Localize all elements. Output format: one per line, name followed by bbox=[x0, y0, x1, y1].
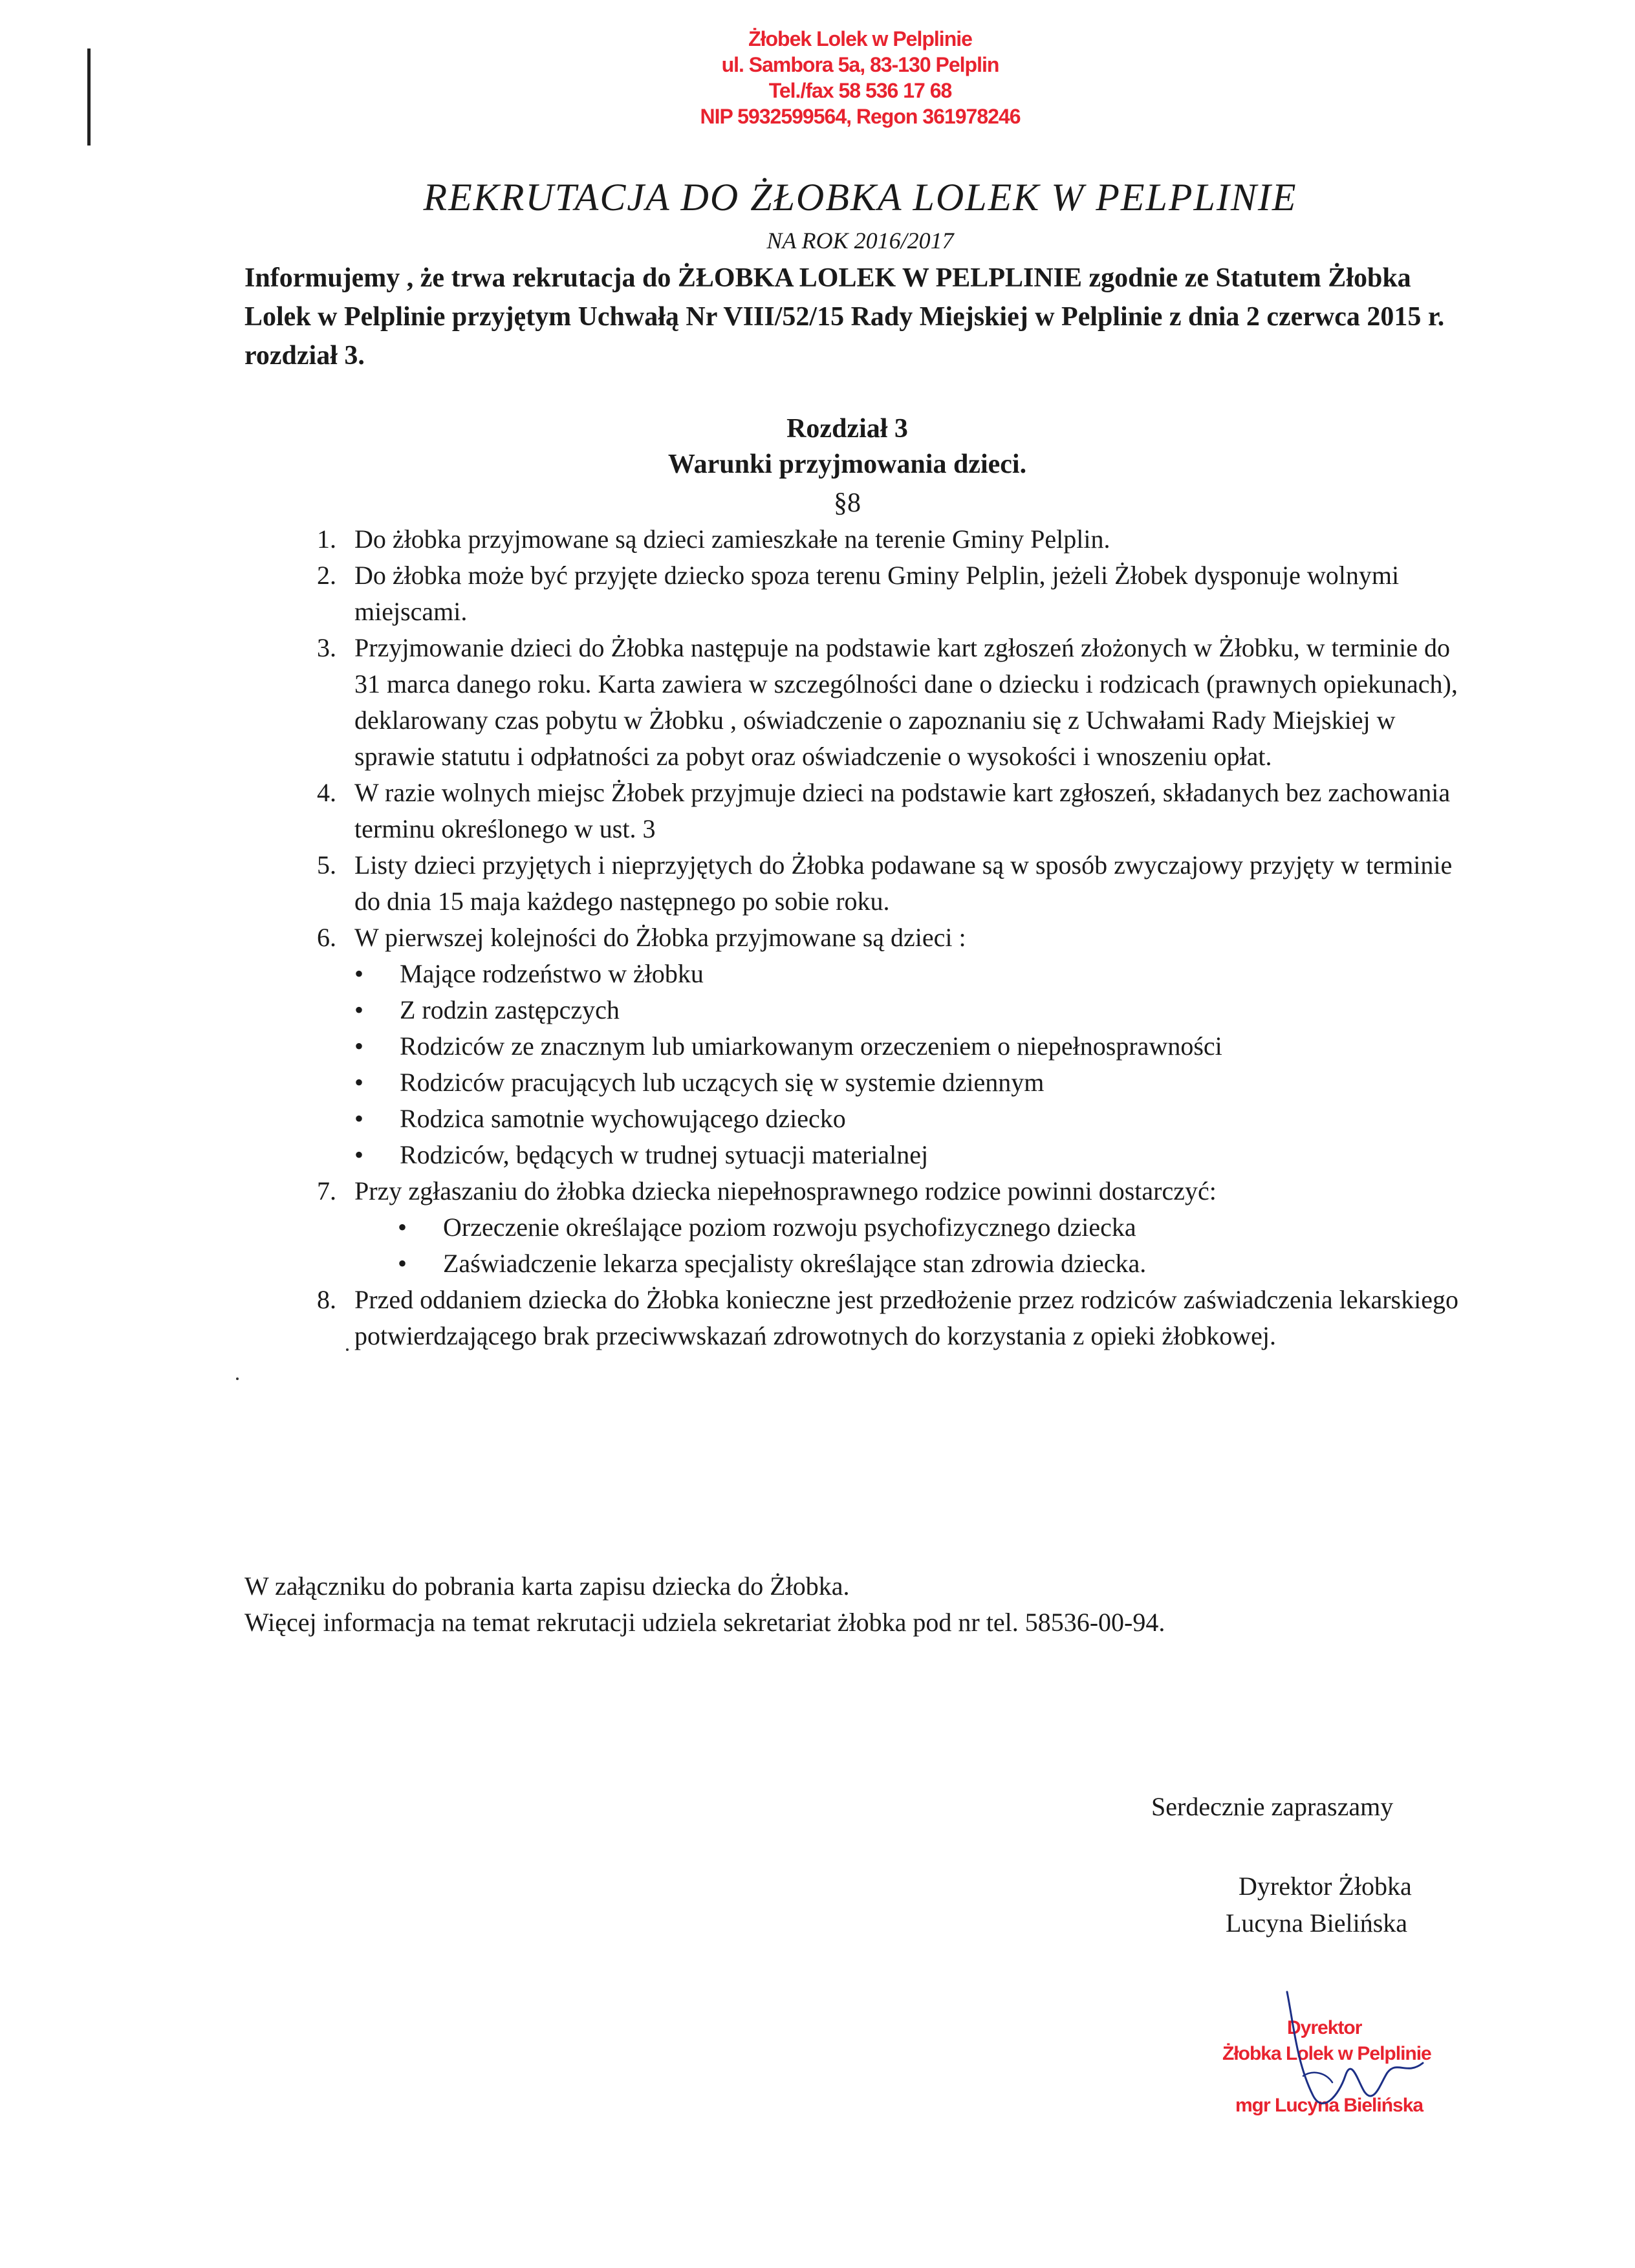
bullet-icon: • bbox=[354, 1068, 364, 1097]
bullet-text: Orzeczenie określające poziom rozwoju psychofizycznego dziecka bbox=[443, 1213, 1136, 1242]
bullet-text: Z rodzin zastępczych bbox=[400, 995, 620, 1024]
bullet-icon: • bbox=[354, 1140, 364, 1169]
list-item-text: W pierwszej kolejności do Żłobka przyjmowane są dzieci : bbox=[354, 923, 966, 952]
bullet-item bbox=[398, 1246, 1481, 1282]
list-item-text: Do żłobka może być przyjęte dziecko spoza terenu Gminy Pelplin, jeżeli Żłobek dysponuje wolnymi miejscami. bbox=[354, 561, 1400, 626]
footer-contact-note: Więcej informacja na temat rekrutacji udziela sekretariat żłobka pod nr tel. 58536-00-94. bbox=[244, 1608, 1165, 1637]
list-item bbox=[285, 1282, 1481, 1354]
list-item bbox=[285, 775, 1481, 847]
stamp-role: Dyrektor bbox=[1287, 2017, 1362, 2038]
documents-bullets bbox=[398, 1209, 1481, 1282]
list-item-text: Do żłobka przyjmowane są dzieci zamieszkałe na terenie Gminy Pelplin. bbox=[354, 524, 1110, 554]
bullet-text: Rodzica samotnie wychowującego dziecko bbox=[400, 1104, 846, 1133]
bullet-text: Rodziców, będących w trudnej sytuacji materialnej bbox=[400, 1140, 929, 1169]
scan-speck bbox=[236, 1377, 239, 1380]
list-item bbox=[285, 630, 1481, 775]
list-item-number: 8. bbox=[317, 1285, 336, 1314]
footer-attachment-note: W załączniku do pobrania karta zapisu dziecka do Żłobka. bbox=[244, 1571, 850, 1601]
bullet-item bbox=[354, 992, 1481, 1028]
stamp-line-address: ul. Sambora 5a, 83-130 Pelplin bbox=[721, 53, 999, 76]
list-item bbox=[285, 1173, 1481, 1209]
list-item-number: 5. bbox=[317, 850, 336, 880]
list-item-text: W razie wolnych miejsc Żłobek przyjmuje dzieci na podstawie kart zgłoszeń, składanych bez zachowania terminu określonego w ust. 3 bbox=[354, 778, 1451, 843]
footer-note bbox=[244, 1568, 1473, 1641]
conditions-list bbox=[285, 521, 1481, 1354]
bullet-icon: • bbox=[354, 959, 364, 988]
bullet-item bbox=[354, 956, 1481, 992]
list-item-number: 2. bbox=[317, 561, 336, 590]
list-item bbox=[285, 521, 1481, 557]
bullet-icon: • bbox=[354, 995, 364, 1024]
bullet-text: Rodziców pracujących lub uczących się w systemie dziennym bbox=[400, 1068, 1045, 1097]
list-item-number: 3. bbox=[317, 633, 336, 662]
priority-bullets bbox=[354, 956, 1481, 1173]
bullet-item bbox=[354, 1137, 1481, 1173]
list-item-number: 7. bbox=[317, 1176, 336, 1205]
list-item-number: 1. bbox=[317, 524, 336, 554]
list-item bbox=[285, 557, 1481, 630]
list-item-text: Listy dzieci przyjętych i nieprzyjętych do Żłobka podawane są w sposób zwyczajowy przyjęty w terminie do dnia 15 maja każdego następnego po sobie roku. bbox=[354, 850, 1453, 916]
bullet-text: Zaświadczenie lekarza specjalisty określające stan zdrowia dziecka. bbox=[443, 1249, 1147, 1278]
list-item-text: Przy zgłaszaniu do żłobka dziecka niepełnosprawnego rodzice powinni dostarczyć: bbox=[354, 1176, 1217, 1205]
list-item-text: Przed oddaniem dziecka do Żłobka konieczne jest przedłożenie przez rodziców zaświadczenia lekarskiego potwierdzającego brak przeciwwskazań zdrowotnych do korzystania z opieki żłobkowej. bbox=[354, 1285, 1458, 1350]
bullet-item bbox=[354, 1101, 1481, 1137]
document-subtitle: NA ROK 2016/2017 bbox=[766, 228, 954, 254]
document-title: REKRUTACJA DO ŻŁOBKA LOLEK W PELPLINIE bbox=[423, 176, 1297, 219]
list-item bbox=[285, 920, 1481, 956]
list-item-number: 4. bbox=[317, 778, 336, 807]
bullet-text: Mające rodzeństwo w żłobku bbox=[400, 959, 704, 988]
header-stamp bbox=[582, 26, 1138, 129]
bullet-icon: • bbox=[354, 1031, 364, 1061]
handwritten-signature bbox=[1268, 1985, 1436, 2128]
stamp-line-nip: NIP 5932599564, Regon 361978246 bbox=[700, 105, 1021, 128]
stamp-line-phone: Tel./fax 58 536 17 68 bbox=[768, 79, 952, 102]
stamp-line-name: Żłobek Lolek w Pelplinie bbox=[748, 27, 972, 50]
signatory-role: Dyrektor Żłobka bbox=[1239, 1872, 1412, 1901]
bullet-item bbox=[354, 1028, 1481, 1064]
binder-mark bbox=[87, 49, 91, 146]
closing-greeting: Serdecznie zapraszamy bbox=[1151, 1792, 1394, 1821]
stamp-institution: Żłobka Lolek w Pelplinie bbox=[1222, 2043, 1431, 2064]
section-symbol: §8 bbox=[834, 488, 861, 518]
stamp-signatory: mgr Lucyna Bielińska bbox=[1235, 2095, 1424, 2116]
chapter-heading: Rozdział 3 bbox=[786, 414, 908, 444]
scan-speck bbox=[346, 1348, 349, 1351]
list-item bbox=[285, 847, 1481, 920]
chapter-subheading: Warunki przyjmowania dzieci. bbox=[667, 449, 1027, 479]
bullet-text: Rodziców ze znacznym lub umiarkowanym orzeczeniem o niepełnosprawności bbox=[400, 1031, 1222, 1061]
bullet-item bbox=[354, 1064, 1481, 1101]
bullet-item bbox=[398, 1209, 1481, 1246]
signatory-name: Lucyna Bielińska bbox=[1226, 1908, 1408, 1938]
intro-paragraph: Informujemy , że trwa rekrutacja do ŻŁOBKA LOLEK W PELPLINIE zgodnie ze Statutem Żłobka Lolek w Pelplinie przyjętym Uchwałą Nr VIII/52/15 Rady Miejskiej w Pelplinie z dnia 2 czerwca 2015 r. rozdział 3. bbox=[244, 263, 1445, 371]
list-item-text: Przyjmowanie dzieci do Żłobka następuje na podstawie kart zgłoszeń złożonych w Żłobku, w terminie do 31 marca danego roku. Karta zawiera w szczególności dane o dziecku i rodzicach (prawnych opiekunach), deklarowany czas pobytu w Żłobku , oświadczenie o zapoznaniu się z Uchwałami Rady Miejskiej w sprawie statutu i odpłatności za pobyt oraz oświadczenie o wysokości i wnoszeniu opłat. bbox=[354, 633, 1458, 771]
bullet-icon: • bbox=[354, 1104, 364, 1133]
list-item-number: 6. bbox=[317, 923, 336, 952]
bullet-icon: • bbox=[398, 1213, 407, 1242]
bullet-icon: • bbox=[398, 1249, 407, 1278]
